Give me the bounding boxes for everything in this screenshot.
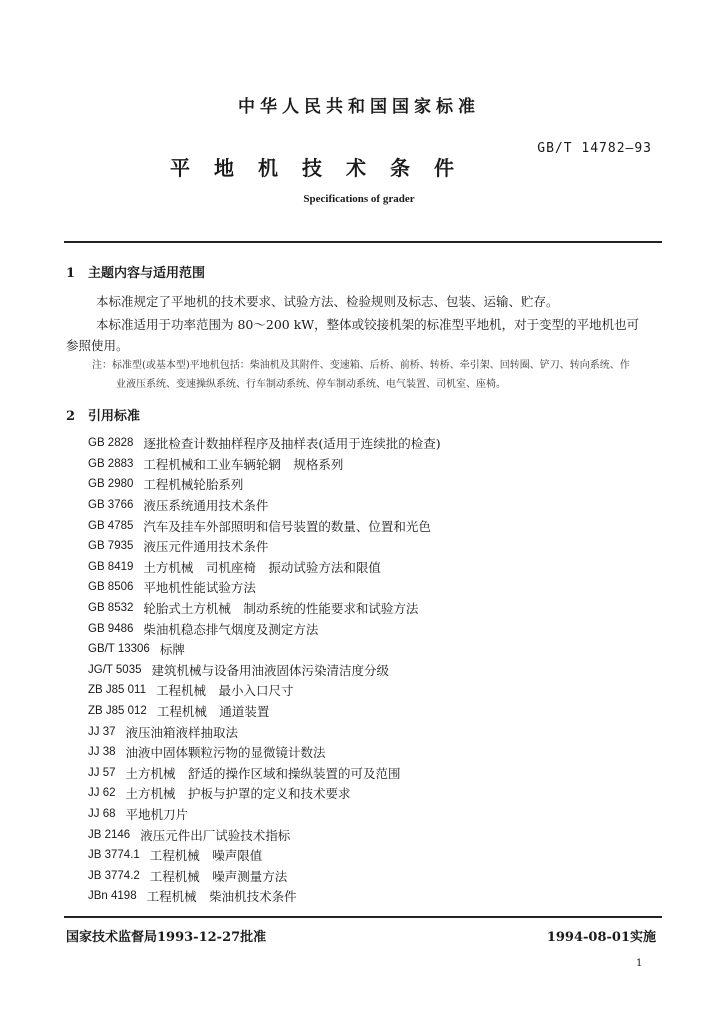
reference-code: GB 4785 [88, 519, 134, 532]
reference-title: 土方机械 护板与护罩的定义和技术要求 [125, 786, 351, 802]
standard-code: GB/T 14782—93 [537, 141, 652, 156]
approval-date: 国家技术监督局1993-12-27批准 [66, 930, 267, 945]
reference-title: 工程机械 噪声限值 [149, 848, 263, 864]
reference-title: 液压元件通用技术条件 [143, 539, 269, 555]
reference-title: 平地机性能试验方法 [143, 580, 256, 596]
section-1-heading: 1 主题内容与适用范围 [66, 266, 206, 281]
footer-divider [64, 916, 662, 918]
reference-item [88, 536, 441, 557]
reference-code: JB 3774.1 [88, 849, 140, 862]
reference-item [88, 639, 441, 660]
reference-title: 平地机刀片 [125, 806, 189, 822]
reference-code: ZB J85 012 [88, 705, 147, 718]
reference-item [88, 763, 441, 784]
reference-code: JBn 4198 [88, 890, 137, 903]
reference-title: 工程机械 柴油机技术条件 [146, 889, 297, 905]
header-divider [64, 241, 662, 243]
reference-item [88, 804, 441, 825]
reference-item [88, 433, 441, 454]
reference-code: GB 9486 [88, 622, 134, 635]
reference-code: GB 8532 [88, 602, 134, 615]
reference-title: 汽车及挂车外部照明和信号装置的数量、位置和光色 [143, 518, 431, 534]
reference-title: 液压系统通用技术条件 [143, 498, 269, 514]
reference-title: 建筑机械与设备用油液固体污染清洁度分级 [151, 662, 390, 678]
document-subtitle: Specifications of grader [303, 193, 415, 205]
reference-title: 工程机械 最小入口尺寸 [155, 683, 294, 699]
section-1-paragraph-2-continued: 参照使用。 [66, 338, 129, 353]
reference-title: 工程机械轮胎系列 [143, 477, 244, 493]
reference-title: 工程机械 噪声测量方法 [149, 868, 288, 884]
implementation-date: 1994-08-01实施 [546, 930, 656, 945]
reference-code: JJ 57 [88, 766, 116, 779]
section-1-paragraph-1: 本标准规定了平地机的技术要求、试验方法、检验规则及标志、包装、运输、贮存。 [96, 294, 559, 309]
section-1-note-line-2: 业液压系统、变速操纵系统、行车制动系统、停车制动系统、电气装置、司机室、座椅。 [116, 379, 506, 390]
reference-title: 工程机械和工业车辆轮辋 规格系列 [143, 456, 344, 472]
reference-item [88, 454, 441, 475]
section-2-heading: 2 引用标准 [66, 409, 141, 424]
reference-item [88, 515, 441, 536]
reference-code: JB 3774.2 [88, 869, 140, 882]
reference-title: 逐批检查计数抽样程序及抽样表(适用于连续批的检查) [143, 436, 441, 452]
reference-title: 油液中固体颗粒污物的显微镜计数法 [125, 745, 326, 761]
reference-title: 标牌 [159, 642, 185, 658]
reference-code: JJ 62 [88, 787, 116, 800]
reference-title: 液压油箱液样抽取法 [125, 724, 239, 740]
reference-title: 工程机械 通道装置 [156, 704, 270, 720]
reference-title: 液压元件出厂试验技术指标 [140, 827, 291, 843]
reference-title: 柴油机稳态排气烟度及测定方法 [143, 621, 319, 637]
reference-title: 轮胎式土方机械 制动系统的性能要求和试验方法 [143, 601, 419, 617]
reference-item [88, 824, 441, 845]
reference-title: 土方机械 舒适的操作区域和操纵装置的可及范围 [125, 765, 401, 781]
reference-item [88, 886, 441, 907]
reference-code: GB 2883 [88, 457, 134, 470]
reference-item [88, 660, 441, 681]
reference-code: JJ 68 [88, 807, 116, 820]
reference-code: GB 2828 [88, 437, 134, 450]
reference-list [88, 433, 441, 907]
reference-code: JG/T 5035 [88, 663, 142, 676]
reference-item [88, 680, 441, 701]
reference-code: JB 2146 [88, 828, 131, 841]
reference-item [88, 495, 441, 516]
reference-item [88, 618, 441, 639]
reference-code: GB 8506 [88, 581, 134, 594]
section-1-note-line-1: 注：标准型(或基本型)平地机包括：柴油机及其附件、变速箱、后桥、前桥、转桥、牵引架、回转圈、铲刀、转向系统、作 [92, 360, 630, 371]
page-number: 1 [636, 958, 643, 969]
reference-code: JJ 37 [88, 725, 116, 738]
national-standard-title: 中华人民共和国国家标准 [238, 97, 480, 117]
reference-code: GB/T 13306 [88, 643, 150, 656]
reference-code: ZB J85 011 [88, 684, 146, 697]
reference-item [88, 721, 441, 742]
reference-item [88, 701, 441, 722]
reference-item [88, 557, 441, 578]
reference-code: GB 2980 [88, 478, 134, 491]
section-1-paragraph-2: 本标准适用于功率范围为 80～200 kW，整体或铰接机架的标准型平地机，对于变型的平地机也可 [96, 317, 640, 332]
reference-code: GB 8419 [88, 560, 134, 573]
reference-item [88, 577, 441, 598]
reference-title: 土方机械 司机座椅 振动试验方法和限值 [143, 559, 381, 575]
reference-item [88, 783, 441, 804]
reference-item [88, 865, 441, 886]
reference-code: GB 3766 [88, 499, 134, 512]
reference-code: JJ 38 [88, 746, 116, 759]
reference-code: GB 7935 [88, 540, 134, 553]
document-title: 平地机技术条件 [170, 156, 478, 180]
reference-item [88, 474, 441, 495]
reference-item [88, 845, 441, 866]
reference-item [88, 742, 441, 763]
reference-item [88, 598, 441, 619]
